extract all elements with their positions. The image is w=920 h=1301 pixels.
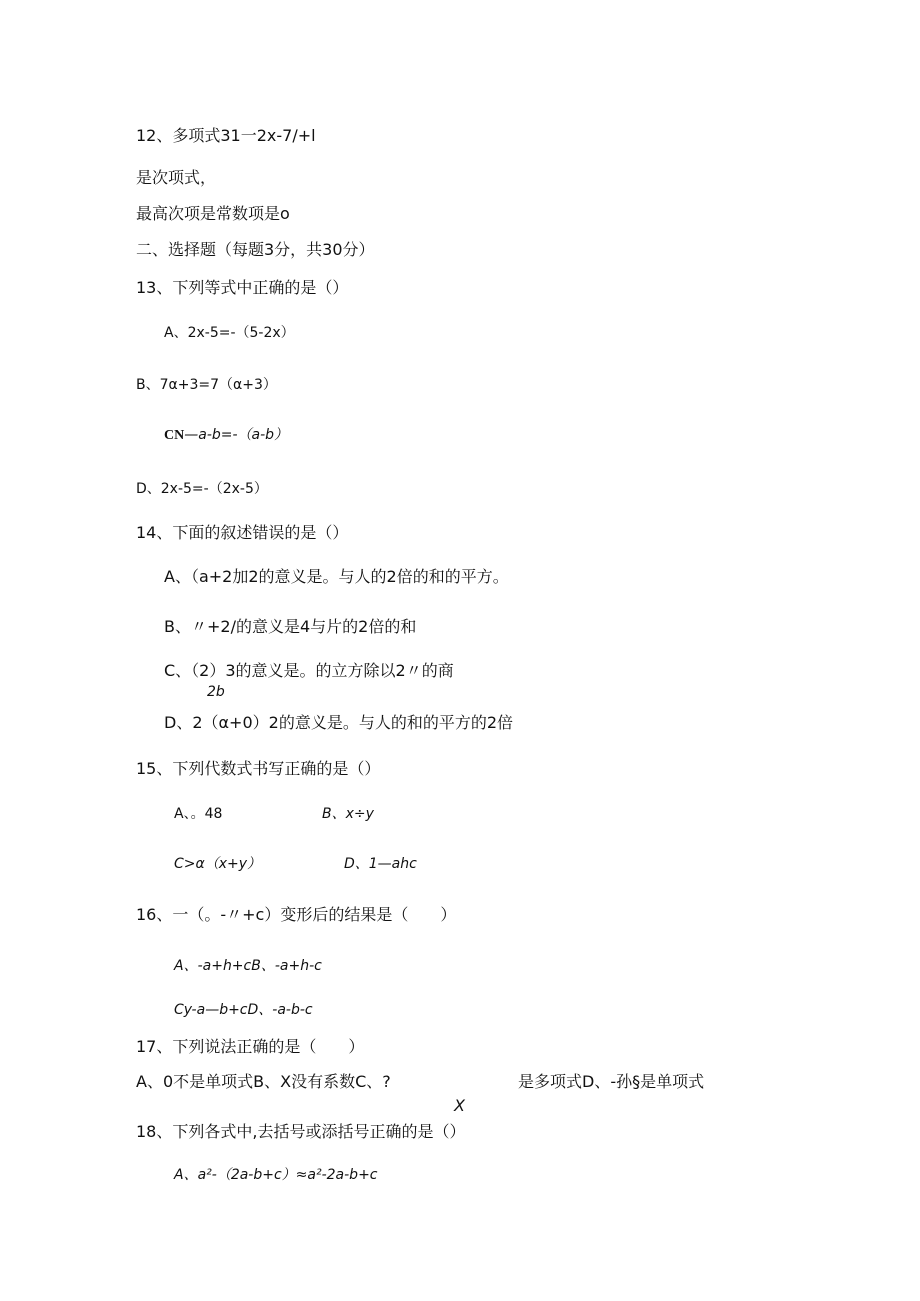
q13-option-c-prefix: CN	[164, 428, 185, 443]
q12-blank1: 是次项式，	[136, 168, 217, 187]
q15-option-d: D、1—ahc	[344, 856, 417, 872]
q18-option-a: A、a²-（2a-b+c）≈a²-2a-b+c	[174, 1167, 378, 1183]
q17-subscript: X	[454, 1096, 465, 1115]
q15-option-b: B、x÷y	[322, 806, 374, 822]
q17-options-left: A、0不是单项式B、X没有系数C、?	[136, 1072, 391, 1091]
q15-option-a: A、。48	[174, 806, 223, 822]
q14-option-c: C、（2）3的意义是。的立方除以2〃的商	[164, 661, 454, 680]
q17-options-right: 是多项式D、-孙§是单项式	[518, 1072, 705, 1091]
q13-option-a: A、2x-5=-（5-2x）	[164, 325, 295, 341]
q15-stem: 15、下列代数式书写正确的是（）	[136, 759, 381, 778]
q14-option-d: D、2（α+0）2的意义是。与人的和的平方的2倍	[164, 713, 513, 732]
q13-option-c	[164, 428, 288, 443]
q16-options-ab: A、-a+h+cB、-a+h-c	[174, 958, 322, 974]
q12-stem: 12、多项式31一2x-7∕+l	[136, 126, 316, 145]
section-title: 二、选择题（每题3分，共30分）	[136, 240, 375, 259]
q18-stem: 18、下列各式中,去括号或添括号正确的是（）	[136, 1122, 466, 1141]
q13-option-b: B、7α+3=7（α+3）	[136, 377, 277, 393]
q14-option-c-subscript: 2b	[207, 684, 225, 700]
q12-blank2: 最高次项是常数项是o	[136, 204, 290, 223]
q13-option-c-text: —a-b=-（a-b）	[184, 427, 289, 443]
q14-stem: 14、下面的叙述错误的是（）	[136, 523, 349, 542]
q15-option-c: C>α（x+y）	[174, 856, 262, 872]
q16-stem: 16、一（。-〃+c）变形后的结果是（ ）	[136, 905, 457, 924]
q14-option-b: B、〃+2/的意义是4与片的2倍的和	[164, 617, 417, 636]
q13-stem: 13、下列等式中正确的是（）	[136, 278, 349, 297]
q16-options-cd: Cy-a—b+cD、-a-b-c	[174, 1002, 313, 1018]
q14-option-a: A、（a+2加2的意义是。与人的2倍的和的平方。	[164, 567, 509, 586]
q13-option-d: D、2x-5=-（2x-5）	[136, 481, 268, 497]
q17-stem: 17、下列说法正确的是（ ）	[136, 1037, 365, 1056]
